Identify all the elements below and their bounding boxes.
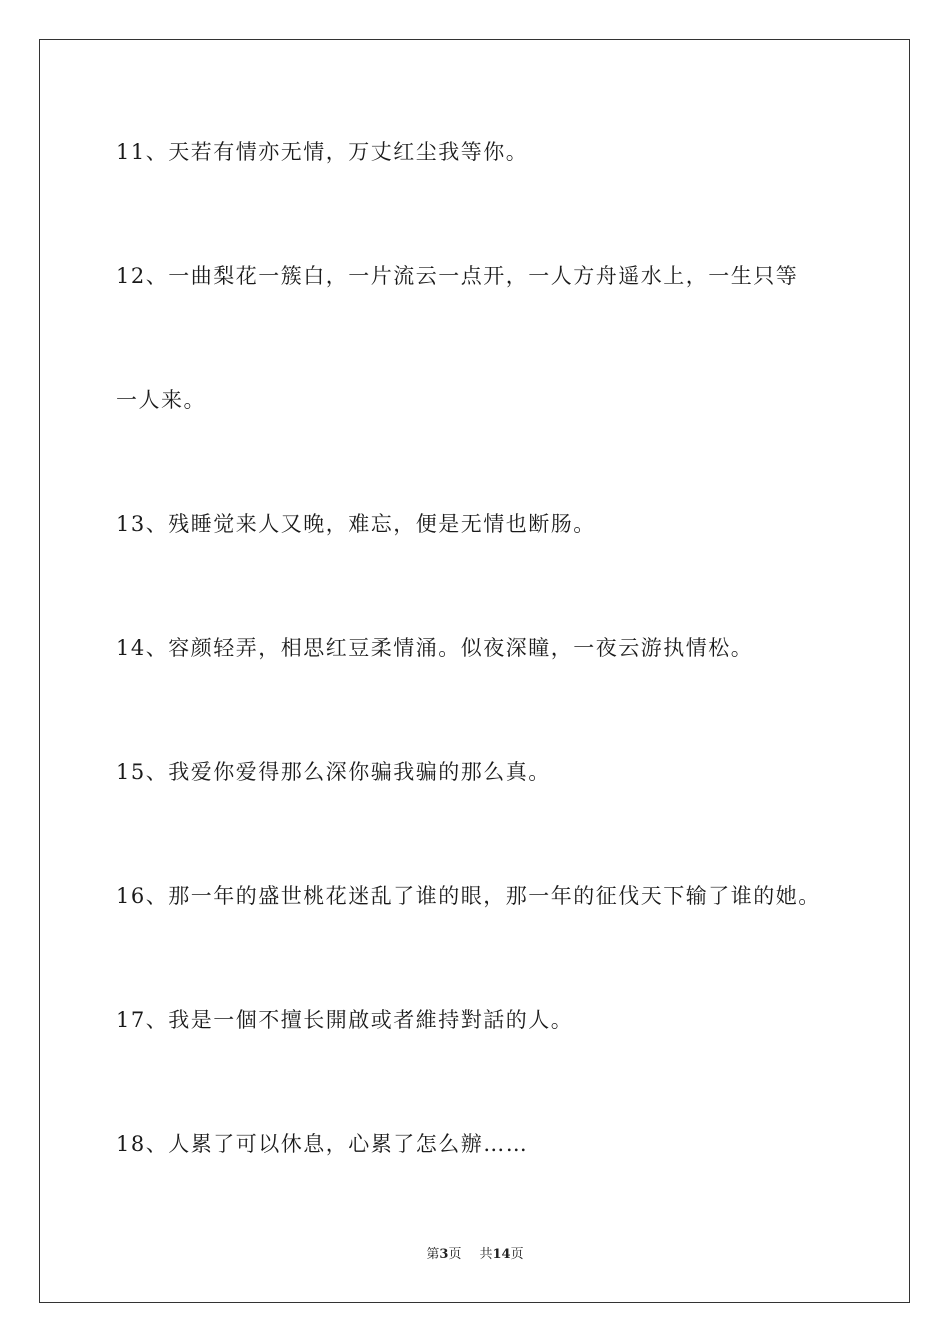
page-prefix: 第 (426, 1247, 440, 1262)
current-page-number: 3 (439, 1247, 449, 1262)
page-suffix: 页 (448, 1247, 462, 1262)
quote-line-16: 16、那一年的盛世桃花迷乱了谁的眼，那一年的征伐天下输了谁的她。 (116, 884, 821, 908)
total-page-number: 14 (492, 1247, 511, 1262)
quote-line-13: 13、残睡觉来人又晚，难忘，便是无情也断肠。 (116, 512, 596, 536)
total-suffix: 页 (510, 1247, 524, 1262)
page-footer (0, 1246, 950, 1264)
quote-line-11: 11、天若有情亦无情，万丈红尘我等你。 (116, 140, 529, 164)
total-prefix: 共 (479, 1247, 493, 1262)
quote-line-12-cont: 一人来。 (116, 388, 206, 412)
quote-line-15: 15、我爱你爱得那么深你骗我骗的那么真。 (116, 760, 551, 784)
page-frame (39, 39, 910, 1303)
quote-line-14: 14、容颜轻弄，相思红豆柔情涌。似夜深瞳，一夜云游执情松。 (116, 636, 754, 660)
quote-line-17: 17、我是一個不擅长開啟或者維持對話的人。 (116, 1008, 574, 1032)
quote-line-18: 18、人累了可以休息，心累了怎么辦…… (116, 1132, 529, 1156)
quote-line-12: 12、一曲梨花一簇白，一片流云一点开，一人方舟遥水上，一生只等 (116, 264, 799, 288)
